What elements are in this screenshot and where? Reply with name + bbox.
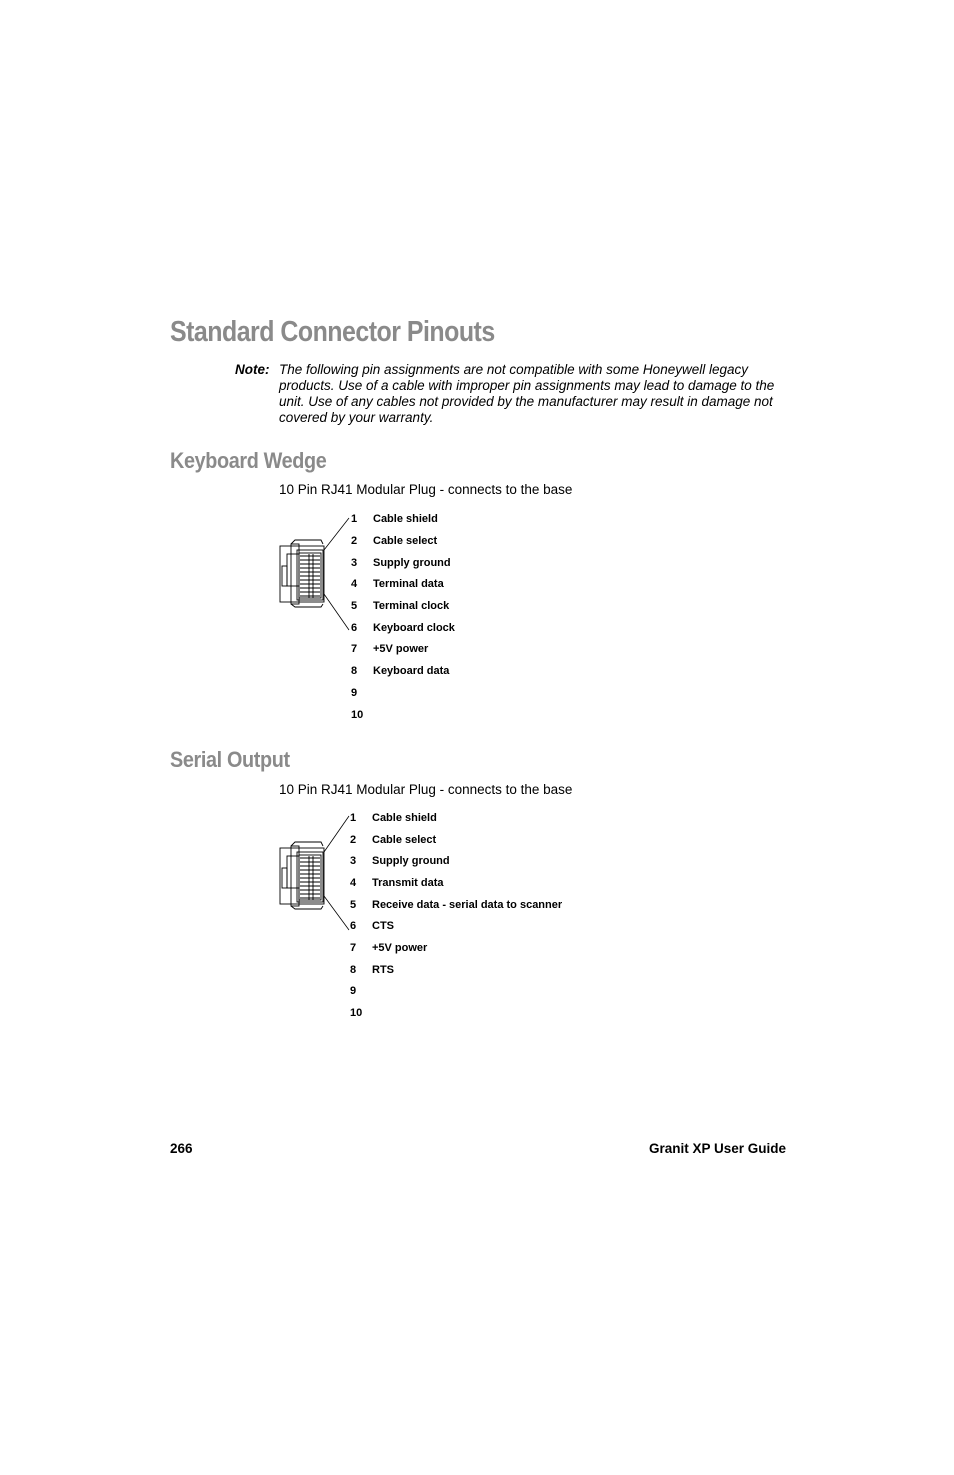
pin-number: 3	[351, 557, 358, 569]
page-title: Standard Connector Pinouts	[170, 316, 495, 348]
pin-number: 9	[350, 985, 357, 997]
pin-label: +5V power	[372, 942, 428, 954]
pin-number: 5	[351, 600, 358, 612]
pin-label: Supply ground	[372, 855, 450, 867]
rj41-connector-diagram-keyboard-wedge	[279, 510, 369, 630]
note-text: The following pin assignments are not compatible with some Honeywell legacy products. Use of a cable with improper pin assignments may lead to damage to the unit. Use of any cables not provided by the manufacturer may result in damage not covered by your warranty.	[279, 362, 775, 425]
pin-label: CTS	[372, 920, 394, 932]
pin-number: 1	[351, 513, 358, 525]
pin-number: 9	[351, 687, 358, 699]
pin-number: 6	[351, 622, 358, 634]
pin-label: Cable select	[373, 535, 438, 547]
pin-number: 7	[351, 643, 358, 655]
pin-number: 4	[350, 877, 357, 889]
pin-number: 5	[350, 899, 357, 911]
pin-label: Transmit data	[372, 877, 444, 889]
page-number: 266	[170, 1141, 193, 1156]
pin-number: 2	[350, 834, 357, 846]
pin-number: 10	[350, 1007, 363, 1019]
pin-label: Keyboard clock	[373, 622, 455, 634]
pin-number: 1	[350, 812, 357, 824]
pin-label: Supply ground	[373, 557, 451, 569]
pin-number: 8	[351, 665, 358, 677]
pin-label: Receive data - serial data to scanner	[372, 899, 563, 911]
pin-label: Cable shield	[372, 812, 437, 824]
section-caption-keyboard-wedge: 10 Pin RJ41 Modular Plug - connects to the base	[279, 482, 573, 497]
pin-number: 10	[351, 709, 364, 721]
pin-number: 8	[350, 964, 357, 976]
pin-label: Keyboard data	[373, 665, 450, 677]
pin-label: Cable select	[372, 834, 437, 846]
pin-label: RTS	[372, 964, 394, 976]
section-heading-keyboard-wedge: Keyboard Wedge	[170, 448, 327, 473]
pin-label: +5V power	[373, 643, 429, 655]
pin-label: Terminal data	[373, 578, 444, 590]
pin-number: 6	[350, 920, 357, 932]
section-heading-serial-output: Serial Output	[170, 747, 290, 772]
pin-number: 3	[350, 855, 357, 867]
rj41-connector-diagram-serial-output	[279, 810, 369, 930]
section-caption-serial-output: 10 Pin RJ41 Modular Plug - connects to the base	[279, 782, 573, 797]
note-label: Note:	[235, 362, 270, 377]
pin-label: Cable shield	[373, 513, 438, 525]
guide-title: Granit XP User Guide	[648, 1141, 786, 1156]
pin-number: 7	[350, 942, 357, 954]
pin-label: Terminal clock	[373, 600, 450, 612]
pin-number: 4	[351, 578, 358, 590]
pin-number: 2	[351, 535, 358, 547]
